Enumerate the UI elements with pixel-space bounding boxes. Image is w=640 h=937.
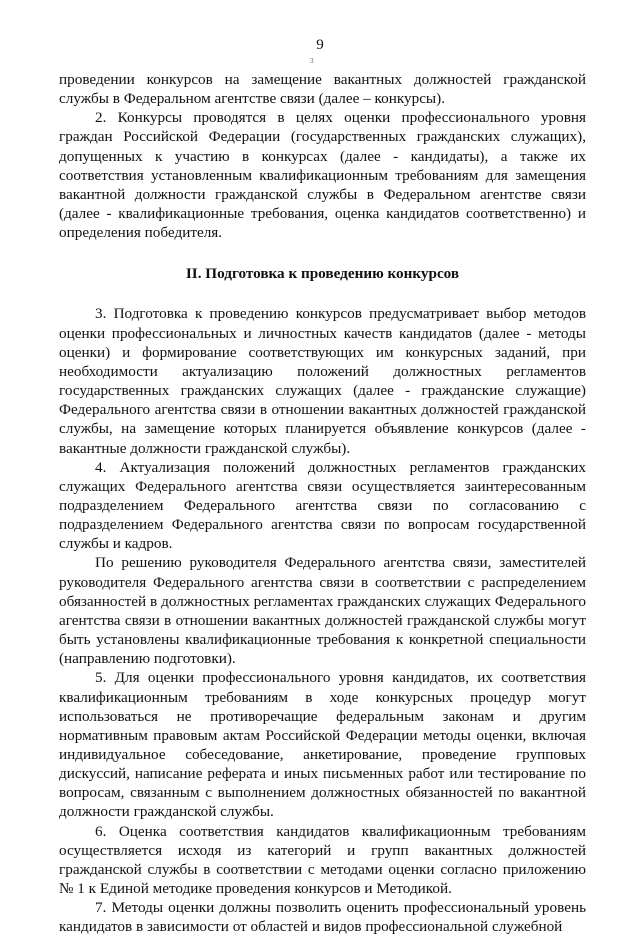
paragraph-5: 5. Для оценки профессионального уровня кандидатов, их соответствия квалификационным требованиям в ходе конкурсных процедур могут использоваться не противоречащие федеральным законам и другим нормативным правовым актам Российской Федерации методы оценки, включая индивидуальное собеседование, анкетирование, проведение групповых дискуссий, написание реферата и иных письменных работ или тестирование по вопросам, связанным с выполнением должностных обязанностей по вакантной должности гражданской службы. xyxy=(59,669,586,821)
paragraph-4-continued: По решению руководителя Федерального агентства связи, заместителей руководителя Федерального агентства связи в соответствии с распределением обязанностей в должностных регламентах гражданских служащих Федерального агентства связи в отношении вакантных должностей гражданской службы могут быть установлены квалификационные требования к конкретной специальности (направлению подготовки). xyxy=(59,554,586,668)
paragraph-7: 7. Методы оценки должны позволить оценить профессиональный уровень кандидатов в зависимости от областей и видов профессиональной служебной xyxy=(59,899,586,936)
page-number: 9 xyxy=(316,37,324,53)
paragraph-6: 6. Оценка соответствия кандидатов квалификационным требованиям осуществляется исходя из категорий и групп вакантных должностей гражданской службы в соответствии с методами оценки согласно приложению № 1 к Единой методике проведения конкурсов и Методикой. xyxy=(59,822,586,898)
document-body xyxy=(59,70,586,937)
paragraph-4: 4. Актуализация положений должностных регламентов гражданских служащих Федерального агентства связи осуществляется заинтересованным подразделением Федерального агентства связи по согласованию с подразделением Федерального агентства связи по вопросам государственной службы и кадров. xyxy=(59,458,586,553)
section-2-heading: II. Подготовка к проведению конкурсов xyxy=(185,265,460,283)
paragraph-2: 2. Конкурсы проводятся в целях оценки профессионального уровня граждан Российской Федерации (государственных гражданских служащих), допущенных к участию в конкурсах (далее - кандидаты), а также их соответствия установленным квалификационным требованиям для замещения вакантной должности гражданской службы в Федеральном агентстве связи (далее - квалификационные требования, оценка кандидатов соответственно) и определения победителя. xyxy=(59,109,586,242)
paragraph-intro-continuation: проведении конкурсов на замещение вакантных должностей гражданской службы в Федеральном агентстве связи (далее – конкурсы). xyxy=(59,71,586,108)
scan-mark: 3 xyxy=(310,57,314,65)
paragraph-3: 3. Подготовка к проведению конкурсов предусматривает выбор методов оценки профессиональных и личностных качеств кандидатов (далее - методы оценки) и формирование соответствующих им конкурсных заданий, при необходимости актуализацию положений должностных регламентов государственных гражданских служащих (далее - гражданские служащие) Федерального агентства связи в отношении вакантных должностей гражданской службы, на замещение которых планируется объявление конкурсов (далее - вакантные должности гражданской службы). xyxy=(59,305,586,457)
